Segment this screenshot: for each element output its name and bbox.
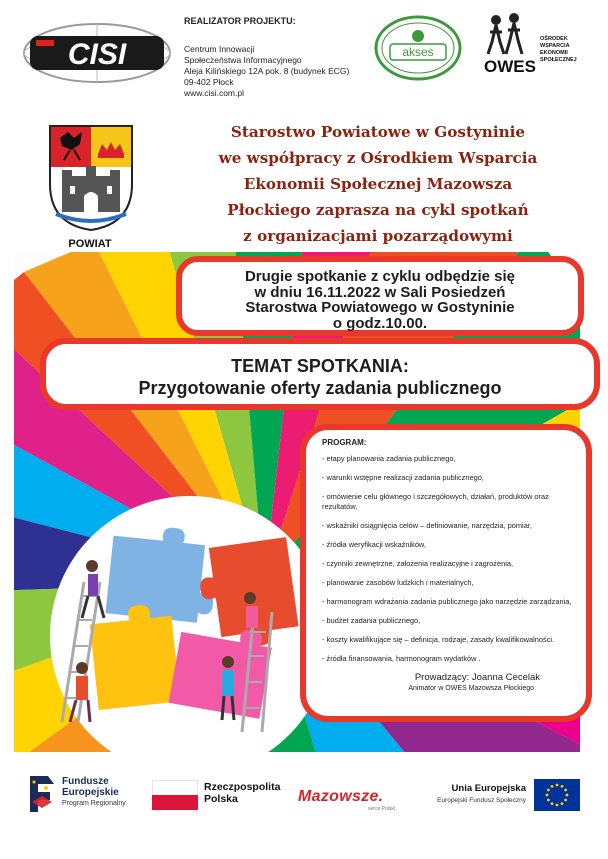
eu-star-icon [547,799,550,802]
rp-line: Rzeczpospolita [204,781,281,793]
fe-line: Fundusze [62,776,109,787]
organizer-address [184,44,349,99]
program-box [300,424,592,722]
eu-star-icon [561,802,564,805]
date-line: w dniu 16.11.2022 w Sali Posiedzeń [254,283,506,301]
title-line: Płockiego zaprasza na cykl spotkań [227,201,529,219]
fe-line: Europejskie [62,787,119,798]
european-funds-label [62,776,126,809]
eu-star-icon [556,804,559,807]
topic-heading: TEMAT SPOTKANIA: [231,356,409,376]
rzeczpospolita-label [204,781,280,805]
owes-sub-line: EKONOMII [540,50,568,56]
host-name: Prowadzący: Joanna Cecelak [414,672,540,683]
eu-star-icon [546,794,549,797]
owes-sub-line: OŚRODEK [540,36,568,42]
eu-title: Unia Europejska [451,783,526,794]
date-line: o godz.10.00. [332,314,428,332]
eu-star-icon [566,794,569,797]
program-item: - koszty kwalifikujące się – definicja, rodzaje, zasady kwalifikowalności. [322,635,555,644]
org-line: 09-402 Płock [184,77,234,87]
akses-logo-text: akses [402,45,434,59]
org-website[interactable]: www.cisi.com.pl [184,88,244,98]
host-role: Animator w OWES Mazowsza Płockiego [408,685,534,692]
fe-subtitle: Program Regionalny [62,800,126,807]
owes-sub-line: WSPARCIA [540,43,570,49]
eu-star-icon [551,785,554,788]
eu-star-icon [556,784,559,787]
eu-star-icon [564,799,567,802]
program-title: PROGRAM: [322,438,367,447]
date-line: Starostwa Powiatowego w Gostyninie [245,299,515,316]
title-line: we współpracy z Ośrodkiem Wsparcia [218,149,538,167]
owes-sub-line: SPOŁECZNEJ [540,57,577,63]
program-item: - harmonogram wdrażania zadania publicznego jako narzędzie zarządzania, [322,597,572,606]
owes-logo-text: OWES [484,57,536,76]
program-item: - czynniki zewnętrzne, założenia realizacyjne i zagrożenia, [322,559,514,568]
eu-label [430,783,526,807]
date-line: Drugie spotkanie z cyklu odbędzie się [244,268,516,285]
district-caption-line: POWIAT [68,238,112,250]
program-item: - warunki wstępne realizacji zadania publicznego, [322,473,484,482]
coat-of-arms-icon [48,124,134,232]
org-line: Aleja Kilińskiego 12A pok. 8 (budynek ECG) [184,66,350,76]
org-line: Społeczeństwa Informacyjnego [184,55,302,65]
owes-logo [480,10,602,76]
rp-line: Polska [204,793,238,805]
european-funds-icon [28,774,56,814]
program-item: - budżet zadania publicznego, [322,616,421,625]
program-item: - etapy planowania zadania publicznego, [322,454,456,463]
program-item: - źródła weryfikacji wskaźników, [322,540,426,549]
eu-flag-icon [534,779,580,811]
eu-star-icon [564,789,567,792]
org-line: Centrum Innowacji [184,44,255,54]
meeting-date-box [176,256,584,336]
invitation-title [158,119,598,249]
mazowsze-slogan: serce Polski [368,806,395,812]
eu-star-icon [561,785,564,788]
topic-subject: Przygotowanie oferty zadania publicznego [138,378,502,398]
program-item: - wskaźniki osiągnięcia celów – definiowanie, narzędzia, pomiar, [322,521,532,530]
cisi-logo [22,22,172,84]
program-item: - omówienie celu głównego i szczegółowych, działań, produktów oraz rezultatów, [322,492,549,511]
title-line: z organizacjami pozarządowymi [243,227,513,245]
realizator-label: REALIZATOR PROJEKTU: [184,16,296,26]
program-item: - planowanie zasobów ludzkich i materialnych, [322,578,474,587]
eu-subtitle: Europejski Fundusz Społeczny [437,797,526,804]
mazowsze-logo: Mazowsze. [298,788,384,805]
cisi-logo-text: CISI [67,38,127,71]
eu-star-icon [547,789,550,792]
akses-logo [372,14,464,82]
program-item: - źródła finansowania, harmonogram wydatków . [322,654,481,663]
meeting-topic-box [40,338,600,410]
title-line: Starostwo Powiatowe w Gostyninie [230,123,526,141]
eu-star-icon [551,802,554,805]
polish-flag-icon [152,780,198,810]
title-line: Ekonomii Społecznej Mazowsza [243,175,513,193]
